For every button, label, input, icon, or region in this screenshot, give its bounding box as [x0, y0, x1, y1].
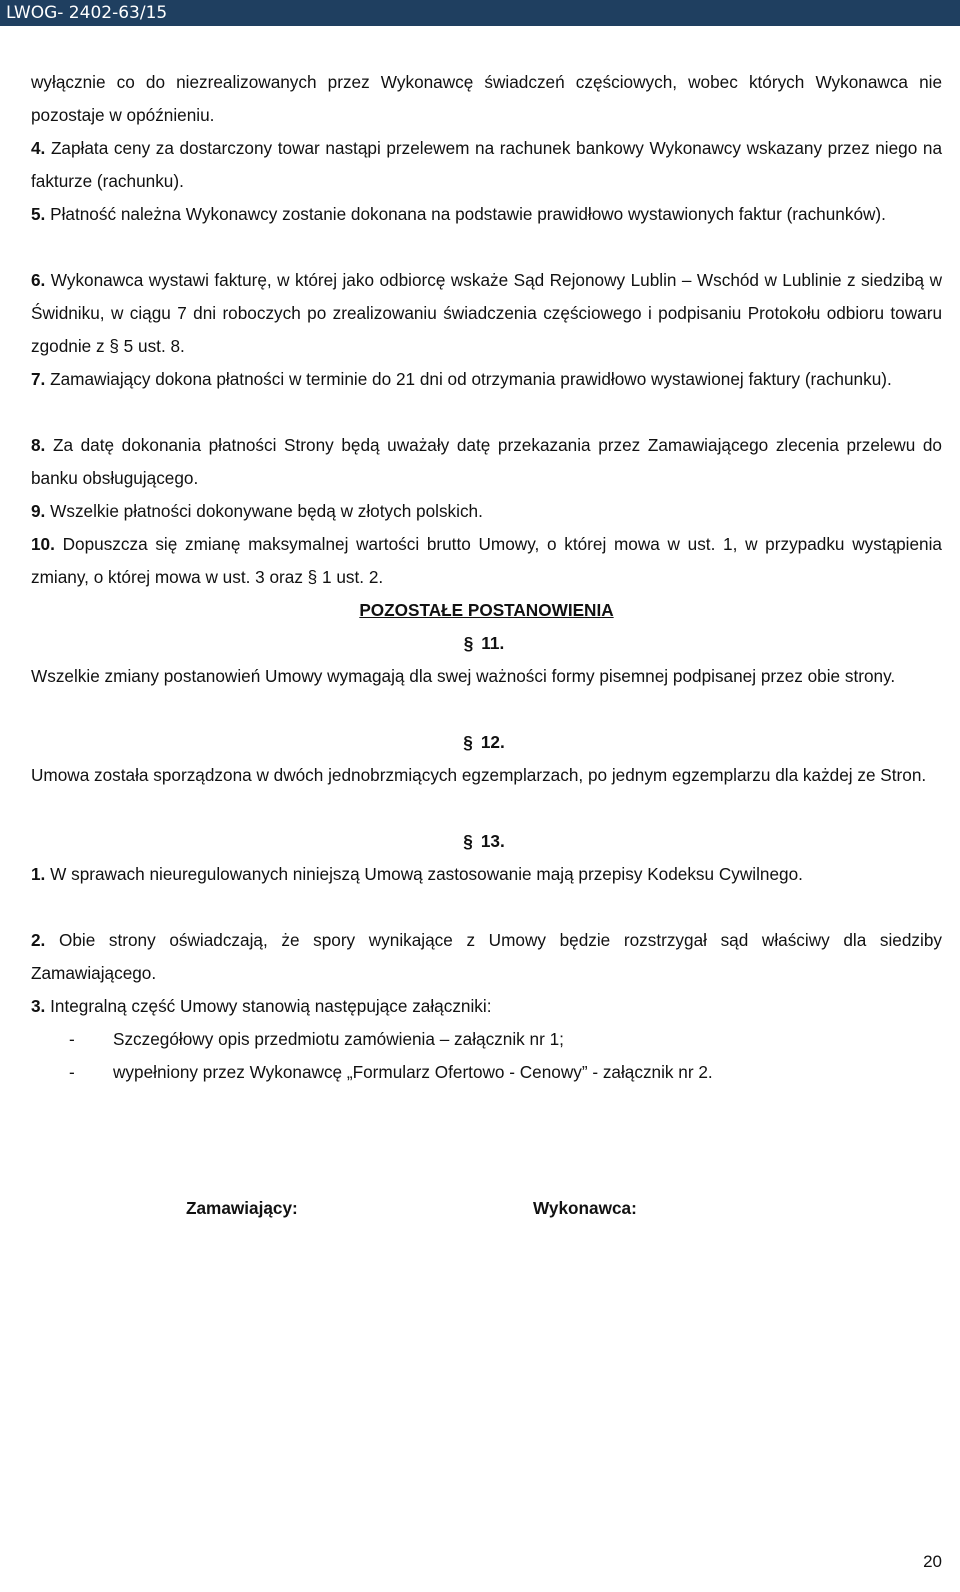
paragraph-text: Za datę dokonania płatności Strony będą uważały datę przekazania przez Zamawiającego zlecenia przelewu do banku obsługującego. [31, 435, 942, 488]
attachment-item-2 [69, 1056, 929, 1089]
paragraph-sign: § [463, 633, 474, 653]
paragraph-sign: § [463, 831, 473, 851]
document-header-bar [0, 0, 960, 26]
paragraph-text: Wykonawca wystawi fakturę, w której jako odbiorcę wskaże Sąd Rejonowy Lublin – Wschód w Lublinie z siedzibą w Świdniku, w ciągu 7 dni roboczych po zrealizowaniu świadczenia częściowego i podpisaniu Protokołu odbioru towaru zgodnie z § 5 ust. 8. [31, 270, 942, 356]
paragraph-10 [31, 528, 942, 594]
page-number: 20 [923, 1552, 942, 1571]
item-text: W sprawach nieuregulowanych niniejszą Umową zastosowanie mają przepisy Kodeksu Cywilnego. [50, 864, 803, 884]
paragraph-7 [31, 363, 942, 396]
paragraph-9 [31, 495, 942, 528]
section-13-item-3 [31, 990, 942, 1023]
attachment-text: Szczegółowy opis przedmiotu zamówienia – załącznik nr 1; [113, 1029, 564, 1049]
paragraph-number: 8. [31, 435, 46, 455]
paragraph-sign: § [463, 732, 473, 752]
section-number: 11. [481, 633, 505, 653]
paragraph-text: Zamawiający dokona płatności w terminie do 21 dni od otrzymania prawidłowo wystawionej faktury (rachunku). [50, 369, 892, 389]
item-number: 3. [31, 996, 46, 1016]
paragraph-text: Wszelkie płatności dokonywane będą w złotych polskich. [50, 501, 483, 521]
paragraph-text: Płatność należna Wykonawcy zostanie dokonana na podstawie prawidłowo wystawionych faktur (rachunków). [50, 204, 886, 224]
list-dash: - [69, 1062, 75, 1082]
section-number: 12. [480, 732, 505, 752]
paragraph-4 [31, 132, 942, 198]
section-number: 13. [480, 831, 505, 851]
paragraph-number: 7. [31, 369, 46, 389]
section-heading-12 [444, 726, 524, 759]
paragraph-number: 6. [31, 270, 46, 290]
paragraph-number: 9. [31, 501, 46, 521]
paragraph-number: 10. [31, 534, 55, 554]
signature-label-ordering-party: Zamawiający: [186, 1198, 298, 1218]
item-text: Integralną część Umowy stanowią następujące załączniki: [50, 996, 492, 1016]
paragraph-text: Zapłata ceny za dostarczony towar nastąpi przelewem na rachunek bankowy Wykonawcy wskazany przez niego na fakturze (rachunku). [31, 138, 943, 191]
signature-label-contractor: Wykonawca: [533, 1198, 637, 1218]
paragraph-8 [31, 429, 942, 495]
section-title: POZOSTAŁE POSTANOWIENIA [359, 600, 614, 620]
item-number: 1. [31, 864, 46, 884]
section-13-item-1 [31, 858, 942, 891]
attachment-item-1 [69, 1023, 929, 1056]
paragraph-text: Dopuszcza się zmianę maksymalnej wartości brutto Umowy, o której mowa w ust. 1, w przypadku wystąpienia zmiany, o której mowa w ust. 3 oraz § 1 ust. 2. [31, 534, 942, 587]
section-12-text: Umowa została sporządzona w dwóch jednobrzmiących egzemplarzach, po jednym egzemplarzu dla każdej ze Stron. [31, 765, 927, 785]
attachment-text: wypełniony przez Wykonawcę „Formularz Ofertowo - Cenowy” - załącznik nr 2. [113, 1062, 713, 1082]
item-number: 2. [31, 930, 46, 950]
item-text: Obie strony oświadczają, że spory wynikające z Umowy będzie rozstrzygał sąd właściwy dla siedziby Zamawiającego. [31, 930, 942, 983]
paragraph-number: 5. [31, 204, 46, 224]
paragraph-6 [31, 264, 942, 363]
list-dash: - [69, 1029, 75, 1049]
section-13-item-2 [31, 924, 942, 990]
document-reference: LWOG- 2402-63/15 [6, 3, 168, 23]
section-11-text: Wszelkie zmiany postanowień Umowy wymagają dla swej ważności formy pisemnej podpisanej przez obie strony. [31, 666, 896, 686]
section-heading-13 [444, 825, 524, 858]
paragraph-number: 4. [31, 138, 46, 158]
paragraph-5 [31, 198, 942, 231]
section-heading-11 [444, 627, 524, 660]
paragraph-intro: wyłącznie co do niezrealizowanych przez Wykonawcę świadczeń częściowych, wobec których Wykonawca nie pozostaje w opóźnieniu. [31, 72, 942, 125]
